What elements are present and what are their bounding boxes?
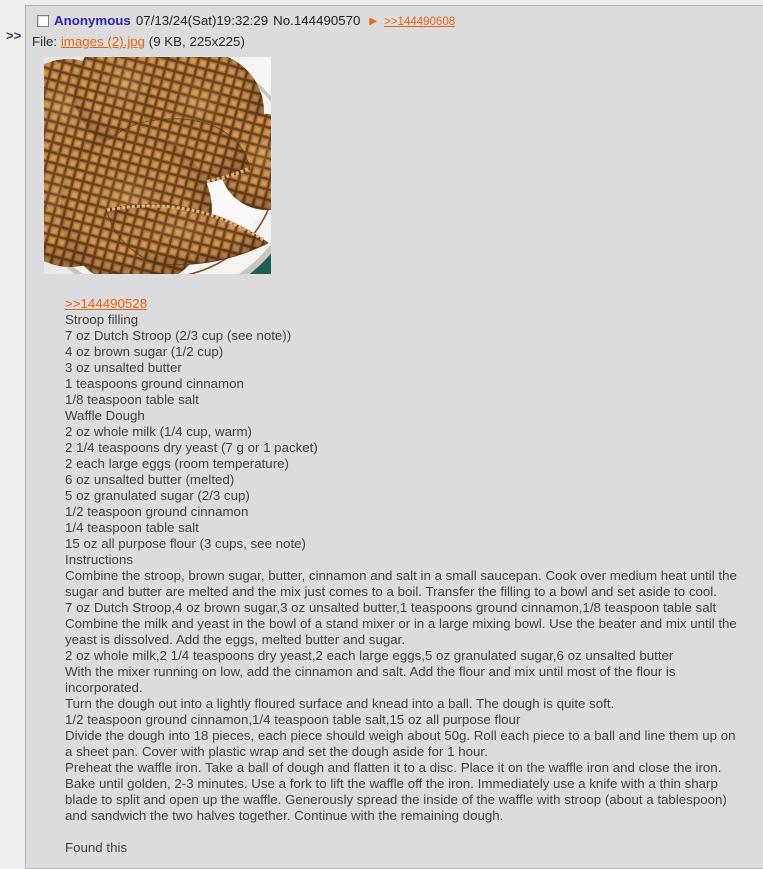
backlink[interactable]: >>144490608 bbox=[384, 16, 456, 28]
reply-arrow-icon: ▶ bbox=[369, 16, 378, 27]
post-checkbox[interactable] bbox=[37, 15, 49, 27]
file-label: File: bbox=[32, 34, 58, 49]
stroopwafel-photo bbox=[44, 57, 271, 274]
side-arrows: >> bbox=[6, 28, 22, 43]
file-info-line bbox=[32, 33, 763, 50]
page bbox=[0, 5, 763, 859]
quote-link[interactable]: >>144490528 bbox=[65, 296, 148, 311]
post-datetime: 07/13/24(Sat)19:32:29 bbox=[135, 13, 269, 28]
message-text: Stroop filling 7 oz Dutch Stroop (2/3 cup (see note)) 4 oz brown sugar (1/2 cup) 3 oz unsalted butter 1 teaspoons ground cinnamon 1/8 teaspoon table salt Waffle Dough 2 oz whole milk (1/4 cup, warm) 2 1/4 teaspoons dry yeast (7 g or 1 packet) 2 each large eggs (room temperature) 6 oz unsalted butter (melted) 5 oz granulated sugar (2/3 cup) 1/2 teaspoon ground cinnamon 1/4 teaspoon table salt 15 oz all purpose flour (3 cups, see note) Instructions Combine the stroop, brown sugar, butter, cinnamon and salt in a small saucepan. Cook over medium heat until the sugar and butter are melted and the mix just comes to a boil. Transfer the filling to a bowl and set aside to cool. 7 oz Dutch Stroop,4 oz brown sugar,3 oz unsalted butter,1 teaspoons ground cinnamon,1/8 teaspoon table salt Combine the milk and yeast in the bowl of a stand mixer or in a large mixing bowl. Use the beater and mix until the yeast is dissolved. Add the eggs, melted butter and sugar. 2 oz whole milk,2 1/4 teaspoons dry yeast,2 each large eggs,5 oz granulated sugar,6 oz unsalted butter With the mixer running on low, add the cinnamon and salt. Add the flour and mix until most of the flour is incorporated. Turn the dough out into a lightly floured surface and knead into a ball. The dough is quite soft. 1/2 teaspoon ground cinnamon,1/4 teaspoon table salt,15 oz all purpose flour Divide the dough into 18 pieces, each piece should weigh about 50g. Roll each piece to a ball and line them up on a sheet pan. Cover with plastic wrap and set the dough aside for 1 hour. Preheat the waffle iron. Take a ball of dough and flatten it to a disc. Place it on the waffle iron and close the iron. Bake until golden, 2-3 minutes. Use a fork to lift the waffle off the iron. Immediately use a knife with a thin sharp blade to split and open up the waffle. Generously spread the inside of the waffle with stroop (about a tablespoon) and sandwich the two halves together. Continue with the remaining dough. Found this bbox=[65, 312, 737, 855]
post-message bbox=[65, 296, 743, 856]
post-number[interactable]: No.144490570 bbox=[273, 13, 361, 28]
file-meta: (9 KB, 225x225) bbox=[148, 34, 245, 49]
file-name-link[interactable]: images (2).jpg bbox=[60, 34, 146, 49]
post-image-thumbnail[interactable] bbox=[44, 57, 271, 274]
reply-post bbox=[25, 5, 763, 869]
post-header bbox=[32, 12, 763, 31]
poster-name: Anonymous bbox=[54, 13, 131, 28]
